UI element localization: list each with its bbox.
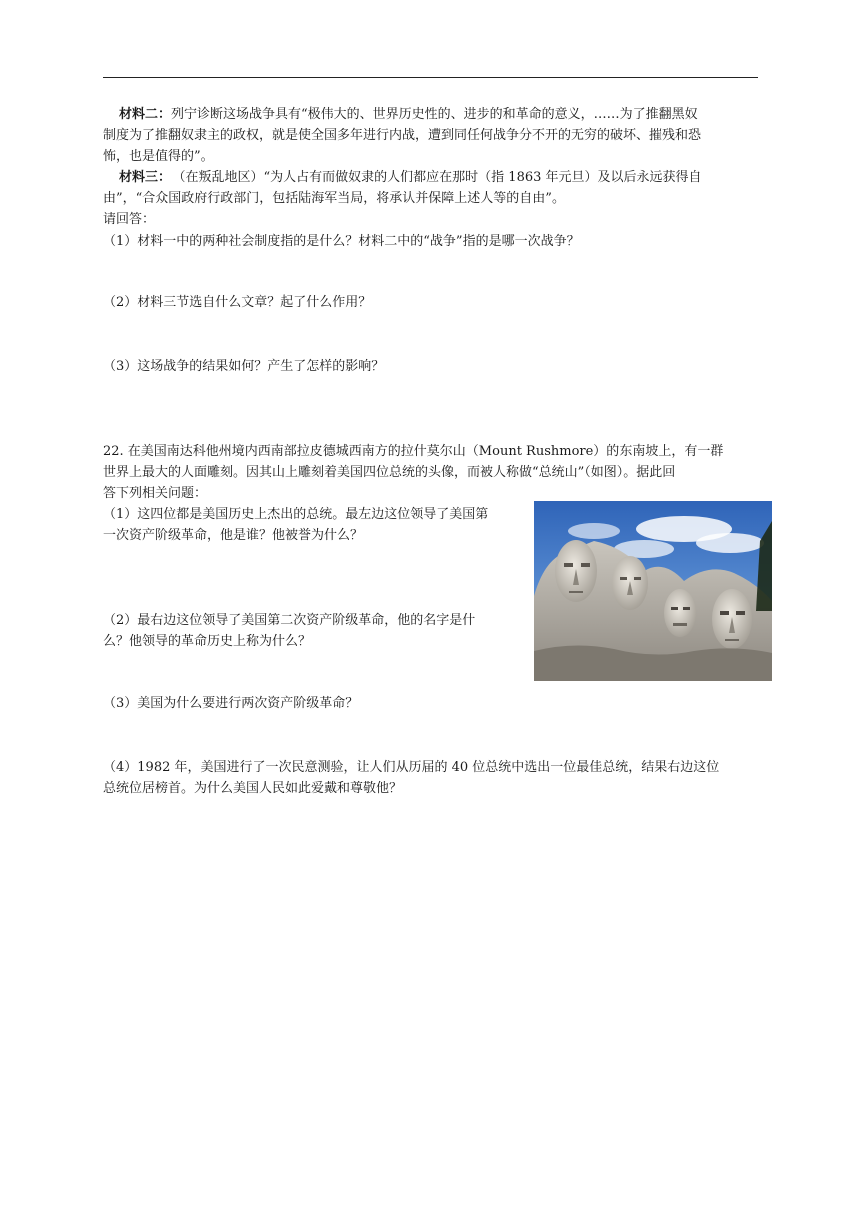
material3-line-2: 由”，“合众国政府行政部门，包括陆海军当局，将承认并保障上述人等的自由”。 bbox=[103, 191, 565, 206]
q21-question-3: （3）这场战争的结果如何？产生了怎样的影响？ bbox=[103, 359, 385, 374]
material2-line-2: 制度为了推翻奴隶主的政权，就是使全国多年进行内战，遭到同任何战争分不开的无穷的破坏、摧残和恐 bbox=[103, 128, 702, 143]
answer-prompt: 请回答： bbox=[103, 212, 156, 227]
q22-intro-line-1: 22. 在美国南达科他州境内西南部拉皮德城西南方的拉什莫尔山（Mount Rushmore）的东南坡上，有一群 bbox=[103, 444, 724, 459]
q21-question-1: （1）材料一中的两种社会制度指的是什么？材料二中的“战争”指的是哪一次战争？ bbox=[103, 234, 580, 249]
q22-question-4-line-2: 总统位居榜首。为什么美国人民如此爱戴和尊敬他？ bbox=[103, 781, 403, 796]
material2-line-1: 材料二：列宁诊断这场战争具有“极伟大的、世界历史性的、进步的和革命的意义，……为了推翻黑奴 bbox=[119, 107, 698, 122]
q22-intro-line-2: 世界上最大的人面雕刻。因其山上雕刻着美国四位总统的头像，而被人称做“总统山”（如图）。据此回 bbox=[103, 465, 676, 480]
q22-question-1-line-1: （1）这四位都是美国历史上杰出的总统。最左边这位领导了美国第 bbox=[103, 507, 489, 522]
q22-question-3: （3）美国为什么要进行两次资产阶级革命？ bbox=[103, 696, 359, 711]
mount-rushmore-photo bbox=[534, 501, 772, 681]
q21-question-2: （2）材料三节选自什么文章？起了什么作用？ bbox=[103, 295, 372, 310]
header-rule bbox=[103, 77, 758, 78]
q22-intro-line-3: 答下列相关问题： bbox=[103, 486, 208, 501]
q22-question-2-line-2: 么？他领导的革命历史上称为什么？ bbox=[103, 634, 312, 649]
material3-line-1: 材料三： （在叛乱地区）“为人占有而做奴隶的人们都应在那时（指 1863 年元旦）及以后永远获得自 bbox=[119, 170, 702, 185]
q22-question-4-line-1: （4）1982 年，美国进行了一次民意测验，让人们从历届的 40 位总统中选出一位最佳总统，结果右边这位 bbox=[103, 760, 720, 775]
material3-label: 材料三： bbox=[119, 170, 172, 185]
material2-label: 材料二： bbox=[119, 107, 172, 122]
q22-question-1-line-2: 一次资产阶级革命，他是谁？他被誉为什么？ bbox=[103, 528, 364, 543]
material2-line-3: 怖，也是值得的”。 bbox=[103, 149, 214, 164]
q22-question-2-line-1: （2）最右边这位领导了美国第二次资产阶级革命，他的名字是什 bbox=[103, 613, 476, 628]
